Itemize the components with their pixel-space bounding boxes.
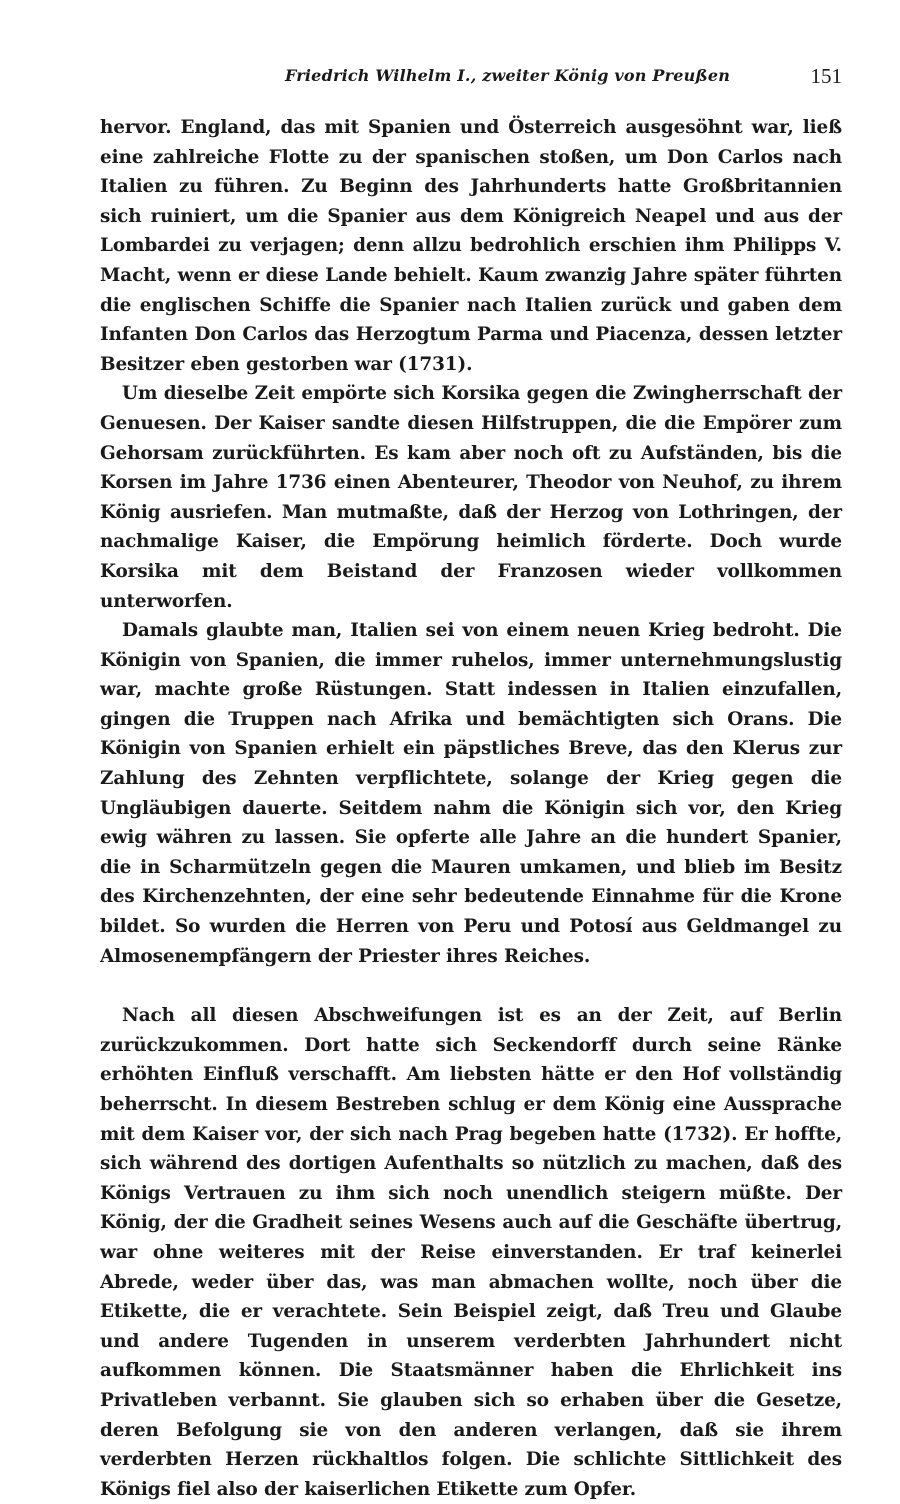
paragraph-spanien: Damals glaubte man, Italien sei von einem neuen Krieg bedroht. Die Königin von Spanien, die immer ruhelos, immer unternehmungslustig war, machte große Rüstungen. Statt indessen in Italien einzufallen, gingen die Truppen nach Afrika und bemächtigten sich Orans. Die Königin von Spanien erhielt ein päpstliches Breve, das den Klerus zur Zahlung des Zehnten verpflichtete, solange der Krieg gegen die Ungläubigen dauerte. Seitdem nahm die Königin sich vor, den Krieg ewig währen zu lassen. Sie opferte alle Jahre an die hundert Spanier, die in Scharmützeln gegen die Mauren umkamen, und blieb im Besitz des Kirchenzehnten, der eine sehr bedeutende Einnahme für die Krone bildet. So wurden die Herren von Peru und Potosí aus Geldmangel zu Almosenempfängern der Priester ihres Reiches. (100, 620, 842, 967)
body-text (100, 113, 842, 1504)
paragraph-berlin: Nach all diesen Abschweifungen ist es an der Zeit, auf Berlin zurückzukommen. Dort hatte sich Seckendorff durch seine Ränke erhöhten Einfluß verschafft. Am liebsten hätte er den Hof vollständig beherrscht. In diesem Bestreben schlug er dem König eine Aussprache mit dem Kaiser vor, der sich nach Prag begeben hatte (1732). Er hoffte, sich während des dortigen Aufenthalts so nützlich zu machen, daß des Königs Vertrauen zu ihm sich noch unendlich steigern müßte. Der König, der die Gradheit seines Wesens auch auf die Geschäfte übertrug, war ohne weiteres mit der Reise einverstanden. Er traf keinerlei Abrede, weder über das, was man abmachen wollte, noch über die Etikette, die er verachtete. Sein Beispiel zeigt, daß Treu und Glaube und andere Tugenden in unserem verderbten Jahrhundert nicht aufkommen können. Die Staatsmänner haben die Ehrlichkeit ins Privatleben verbannt. Sie glauben sich so erhaben über die Gesetze, deren Befolgung sie von den anderen verlangen, daß sie ihrem verderbten Herzen rückhaltlos folgen. Die schlichte Sittlichkeit des Königs fiel also der kaiserlichen Etikette zum Opfer. (100, 1005, 842, 1500)
paragraph-korsika: Um dieselbe Zeit empörte sich Korsika gegen die Zwingherrschaft der Genuesen. Der Kaiser sandte diesen Hilfstruppen, die die Empörer zum Gehorsam zurückführten. Es kam aber noch oft zu Aufständen, bis die Korsen im Jahre 1736 einen Abenteurer, Theodor von Neuhof, zu ihrem König ausriefen. Man mutmaßte, daß der Herzog von Lothringen, der nachmalige Kaiser, die Empörung heimlich förderte. Doch wurde Korsika mit dem Beistand der Franzosen wieder vollkommen unterworfen. (100, 383, 842, 612)
section-break (100, 971, 842, 1001)
paragraph-continuation: hervor. England, das mit Spanien und Österreich ausgesöhnt war, ließ eine zahlreiche Flotte zu der spanischen stoßen, um Don Carlos nach Italien zu führen. Zu Beginn des Jahrhunderts hatte Großbritannien sich ruiniert, um die Spanier aus dem Königreich Neapel und aus der Lombardei zu verjagen; denn allzu bedrohlich erschien ihm Philipps V. Macht, wenn er diese Lande behielt. Kaum zwanzig Jahre später führten die englischen Schiffe die Spanier nach Italien zurück und gaben dem Infanten Don Carlos das Herzogtum Parma und Piacenza, dessen letzter Besitzer eben gestorben war (1731). (100, 117, 842, 375)
running-title: Friedrich Wilhelm I., zweiter König von Preußen (285, 66, 731, 85)
page-number: 151 (810, 64, 842, 88)
running-head (100, 62, 842, 92)
